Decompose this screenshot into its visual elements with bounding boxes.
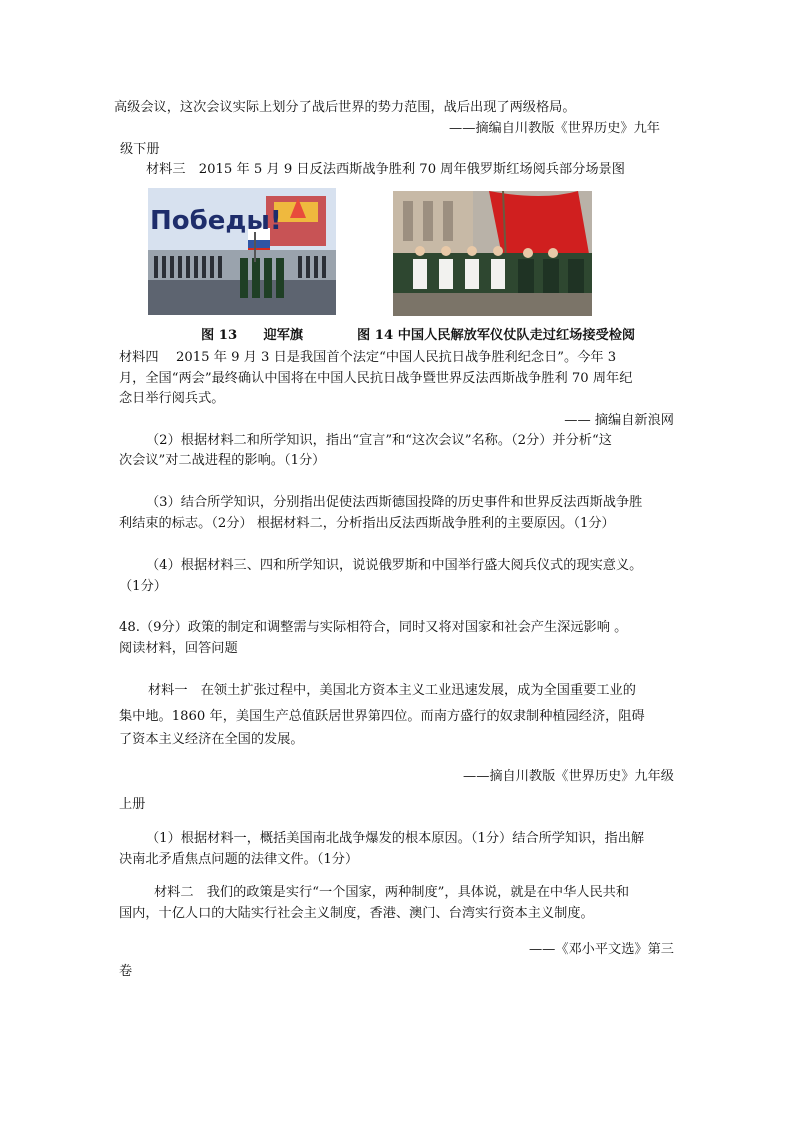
figure-14-photo (393, 191, 592, 316)
question-2-line-1: （2）根据材料二和所学知识，指出“宣言”和“这次会议”名称。（2分）并分析“这 (146, 433, 612, 448)
material-2-line-1: 材料二 我们的政策是实行“一个国家，两种制度”，具体说，就是在中华人民共和 (154, 885, 630, 900)
text-line-1: 高级会议，这次会议实际上划分了战后世界的势力范围，战后出现了两级格局。 (114, 100, 576, 115)
material-4-line-2: 月，全国“两会”最终确认中国将在中国人民抗日战争暨世界反法西斯战争胜利 70 周年纪 (119, 371, 633, 386)
question-3-line-2: 利结束的标志。（2分） 根据材料二，分析指出反法西斯战争胜利的主要原因。（1分） (119, 516, 615, 531)
source-line-4: ——《邓小平文选》第三 (528, 942, 674, 957)
question-4-line-2: （1分） (119, 579, 167, 594)
material-1-line-1: 材料一 在领土扩张过程中，美国北方资本主义工业迅速发展，成为全国重要工业的 (148, 683, 636, 698)
question-48-line-2: 阅读材料，回答问题 (119, 641, 238, 656)
figure-13-caption: 图 13 迎军旗 (201, 328, 304, 343)
source-line-3: ——摘自川教版《世界历史》九年级 (463, 769, 674, 784)
material-4-line-3: 念日举行阅兵式。 (119, 391, 225, 406)
material-3-heading: 材料三 2015 年 5 月 9 日反法西斯战争胜利 70 周年俄罗斯红场阅兵部分场景图 (146, 162, 625, 177)
question-1-line-1: （1）根据材料一，概括美国南北战争爆发的根本原因。（1分）结合所学知识，指出解 (146, 831, 645, 846)
photo-banner-text: Победы! (150, 206, 282, 236)
figure-14-caption: 图 14 中国人民解放军仪仗队走过红场接受检阅 (357, 328, 636, 343)
question-48-line-1: 48.（9分）政策的制定和调整需与实际相符合，同时又将对国家和社会产生深远影响 。 (119, 620, 628, 635)
question-4-line-1: （4）根据材料三、四和所学知识，说说俄罗斯和中国举行盛大阅兵仪式的现实意义。 (146, 558, 643, 573)
source-line-4-cont: 卷 (119, 964, 133, 979)
material-1-line-3: 了资本主义经济在全国的发展。 (119, 732, 304, 747)
material-4-line-1: 材料四 2015 年 9 月 3 日是我国首个法定“中国人民抗日战争胜利纪念日”。今年 3 (119, 350, 617, 365)
figure-13-photo (148, 188, 336, 315)
source-line-3-cont: 上册 (119, 797, 146, 812)
question-1-line-2: 决南北矛盾焦点问题的法律文件。（1分） (119, 852, 359, 867)
material-2-line-2: 国内，十亿人口的大陆实行社会主义制度，香港、澳门、台湾实行资本主义制度。 (119, 906, 594, 921)
text-line-3: 级下册 (120, 142, 160, 157)
source-line-1: ——摘编自川教版《世界历史》九年 (449, 121, 660, 136)
source-line-2: —— 摘编自新浪网 (564, 413, 674, 428)
material-1-line-2: 集中地。1860 年，美国生产总值跃居世界第四位。而南方盛行的奴隶制种植园经济，阻碍 (119, 709, 645, 724)
question-2-line-2: 次会议”对二战进程的影响。（1分） (119, 453, 326, 468)
question-3-line-1: （3）结合所学知识，分别指出促使法西斯德国投降的历史事件和世界反法西斯战争胜 (146, 495, 643, 510)
